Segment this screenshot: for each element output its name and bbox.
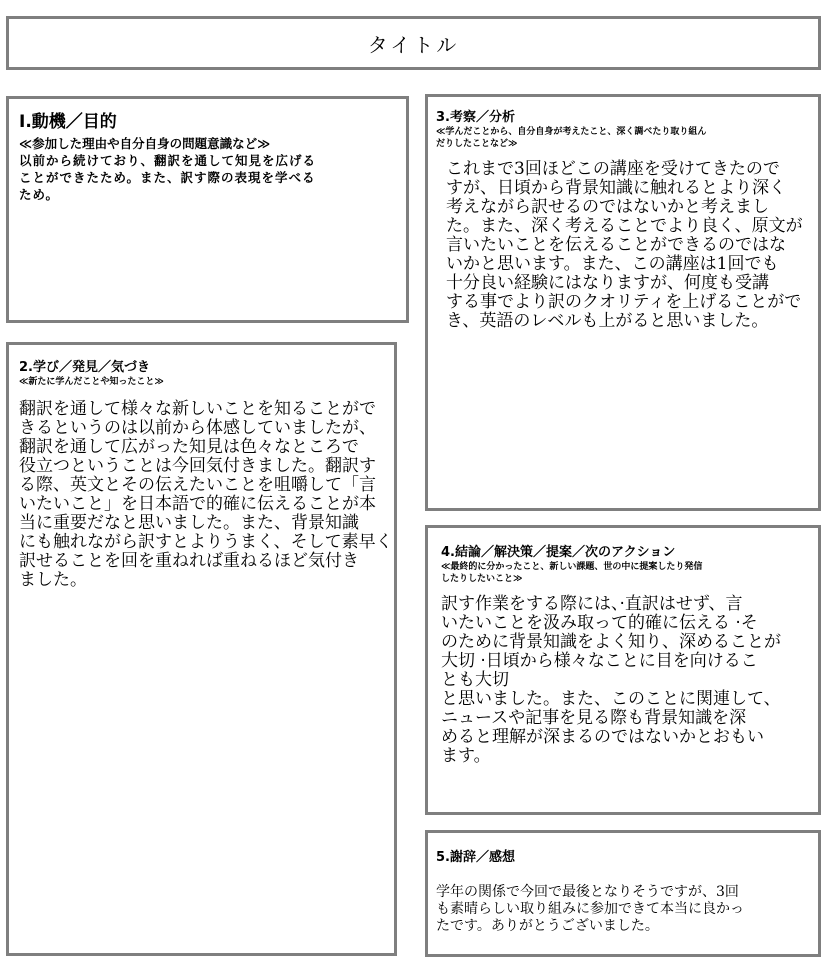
body-line: た。また、深く考えることでより良く、原文が [446, 216, 803, 236]
body-line: 言いたいことを伝えることができるのではな [446, 235, 786, 255]
conclusion-body [441, 595, 818, 766]
body-line: ことができたため。また、訳す際の表現を学べる [19, 170, 316, 185]
subheading-line: したりしたいこと≫ [441, 574, 523, 584]
body-line: 学年の関係で今回で最後となりそうですが、3回 [436, 884, 739, 900]
body-line: 翻訳を通して広がった知見は色々なところで [19, 437, 359, 457]
learning-section [6, 342, 397, 956]
body-line: 役立つということは今回気付きました。翻訳す [19, 456, 376, 476]
body-line: 訳す作業をする際には、·直訳はせず、言 [441, 594, 743, 614]
body-line: のために背景知識をよく知り、深めることが [441, 632, 781, 652]
body-line: も素晴らしい取り組みに参加できて本当に良かっ [436, 901, 744, 917]
body-line: ニュースや記事を見る際も背景知識を深 [441, 708, 747, 728]
body-line: 大切 ·日頃から様々なことに目を向けるこ [441, 651, 758, 671]
learning-subheading: ≪新たに学んだことや知ったこと≫ [19, 377, 164, 387]
body-line: 考えながら訳せるのではないかと考えまし [446, 197, 769, 217]
body-line: する事でより訳のクオリティを上げることがで [446, 292, 802, 312]
conclusion-subheading [441, 561, 818, 585]
body-line: たです。ありがとうございました。 [436, 918, 659, 934]
learning-heading: 2.学び／発見／気づき [19, 360, 150, 375]
body-line: き、英語のレベルも上がると思いました。 [446, 311, 769, 331]
motivation-subheading: ≪参加した理由や自分自身の問題意識など≫ [19, 136, 271, 151]
page-title: タイトル [367, 32, 460, 57]
motivation-section [6, 96, 409, 323]
body-line: る際、英文とその伝えたいことを咀嚼して「言 [19, 475, 376, 495]
learning-body [19, 400, 394, 590]
subheading-line: ≪最終的に分かったこと、新しい課題、世の中に提案したり発信 [441, 562, 703, 572]
title-box [6, 16, 821, 70]
conclusion-section [425, 525, 821, 815]
body-line: ため。 [19, 187, 60, 202]
body-line: 訳せることを回を重ねれば重ねるほど気付き [19, 551, 359, 571]
analysis-section [425, 94, 821, 511]
analysis-body [436, 160, 818, 331]
body-line: 十分良い経験にはなりますが、何度も受講 [446, 273, 769, 293]
conclusion-heading: 4.結論／解決策／提案／次のアクション [441, 545, 676, 560]
motivation-body [19, 152, 406, 203]
body-line: めると理解が深まるのではないかとおもい [441, 727, 764, 747]
subheading-line: だりしたことなど≫ [436, 139, 518, 149]
analysis-heading: 3.考察／分析 [436, 110, 515, 125]
body-line: と思いました。また、このことに関連して、 [441, 689, 781, 709]
body-line: いたいことを汲み取って的確に伝える ·そ [441, 613, 758, 633]
subheading-line: ≪学んだことから、自分自身が考えたこと、深く調べたり取り組ん [436, 127, 707, 137]
body-line: 以前から続けており、翻訳を通して知見を広げる [19, 153, 317, 168]
thanks-body [436, 884, 818, 935]
body-line: にも触れながら訳すとよりうまく、そして素早く [19, 532, 393, 552]
body-line: ました。 [19, 570, 87, 590]
body-line: いたいこと」を日本語で的確に伝えることが本 [19, 494, 376, 514]
body-line: 当に重要だなと思いました。また、背景知識 [19, 513, 359, 533]
thanks-heading: 5.謝辞／感想 [436, 850, 515, 865]
thanks-section [425, 830, 821, 957]
body-line: きるというのは以前から体感していましたが、 [19, 418, 376, 438]
body-line: 翻訳を通して様々な新しいことを知ることがで [19, 399, 376, 419]
analysis-subheading [436, 126, 818, 150]
motivation-heading: Ⅰ.動機／目的 [19, 112, 117, 132]
body-line: すが、日頃から背景知識に触れるとより深く [446, 178, 786, 198]
body-line: これまで3回ほどこの講座を受けてきたので [446, 159, 780, 179]
body-line: とも大切 [441, 670, 509, 690]
body-line: いかと思います。また、この講座は1回でも [446, 254, 779, 274]
body-line: ます。 [441, 746, 491, 766]
